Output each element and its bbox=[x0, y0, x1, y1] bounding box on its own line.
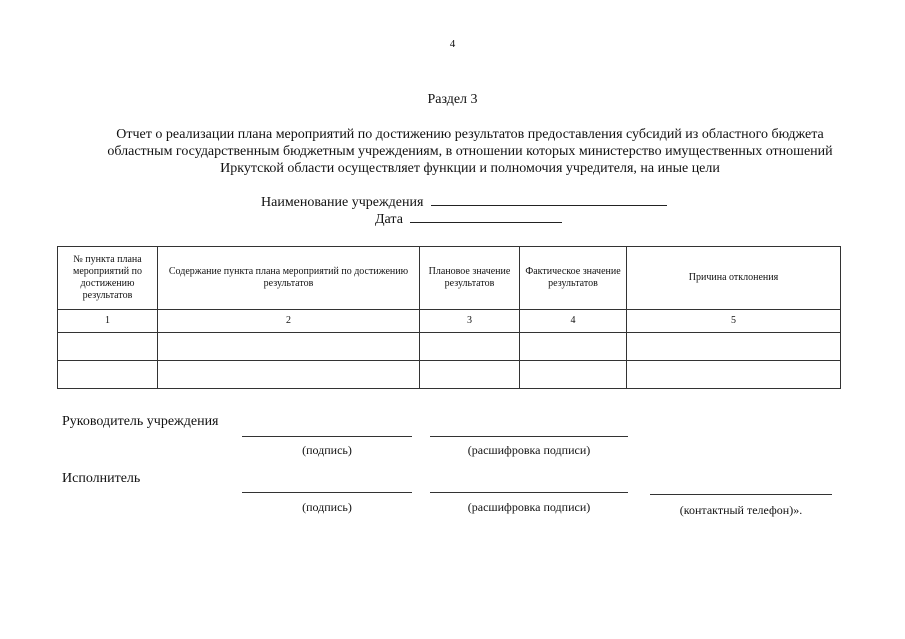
table-cell[interactable] bbox=[158, 361, 420, 389]
executor-phone-line[interactable] bbox=[650, 494, 832, 495]
column-number: 2 bbox=[158, 310, 420, 333]
head-decoding-line[interactable] bbox=[430, 436, 628, 437]
head-signature-line[interactable] bbox=[242, 436, 412, 437]
header-plan-item-number: № пункта плана мероприятий по достижению результатов bbox=[58, 247, 158, 310]
column-number: 1 bbox=[58, 310, 158, 333]
table-row bbox=[58, 333, 841, 361]
header-planned-value: Плановое значение результатов bbox=[420, 247, 520, 310]
institution-blank-line[interactable] bbox=[431, 204, 667, 206]
head-decoding-caption: (расшифровка подписи) bbox=[467, 443, 591, 457]
date-label: Дата bbox=[375, 212, 403, 227]
column-number: 3 bbox=[420, 310, 520, 333]
table-cell[interactable] bbox=[158, 333, 420, 361]
table-cell[interactable] bbox=[420, 361, 520, 389]
executor-label: Исполнитель bbox=[62, 471, 141, 486]
table-cell[interactable] bbox=[627, 333, 841, 361]
table-cell[interactable] bbox=[627, 361, 841, 389]
head-signature-caption: (подпись) bbox=[302, 443, 352, 457]
head-label: Руководитель учреждения bbox=[62, 414, 219, 429]
executor-decoding-caption: (расшифровка подписи) bbox=[467, 500, 591, 514]
executor-signature-line[interactable] bbox=[242, 492, 412, 493]
date-field bbox=[375, 212, 562, 228]
column-number: 4 bbox=[520, 310, 627, 333]
executor-decoding-line[interactable] bbox=[430, 492, 628, 493]
report-title-line-1: Отчет о реализации плана мероприятий по достижению результатов предоставления субсидий из областного бюджета bbox=[116, 127, 824, 142]
table-row bbox=[58, 361, 841, 389]
report-table bbox=[57, 246, 841, 389]
date-blank-line[interactable] bbox=[410, 221, 562, 223]
institution-label: Наименование учреждения bbox=[261, 195, 424, 210]
table-cell[interactable] bbox=[420, 333, 520, 361]
header-plan-item-content: Содержание пункта плана мероприятий по достижению результатов bbox=[158, 247, 420, 310]
column-number: 5 bbox=[627, 310, 841, 333]
table-header-row bbox=[58, 247, 841, 310]
table-cell[interactable] bbox=[520, 333, 627, 361]
header-deviation-reason: Причина отклонения bbox=[627, 247, 841, 310]
header-actual-value: Фактическое значение результатов bbox=[520, 247, 627, 310]
report-title bbox=[40, 126, 900, 177]
report-title-line-3: Иркутской области осуществляет функции и полномочия учредителя, на иные цели bbox=[220, 161, 720, 176]
section-title: Раздел 3 bbox=[427, 92, 478, 107]
table-cell[interactable] bbox=[58, 333, 158, 361]
executor-phone-caption: (контактный телефон)». bbox=[679, 503, 803, 517]
table-cell[interactable] bbox=[58, 361, 158, 389]
table-column-number-row bbox=[58, 310, 841, 333]
institution-field bbox=[261, 195, 667, 211]
page-number: 4 bbox=[449, 38, 456, 50]
executor-signature-caption: (подпись) bbox=[302, 500, 352, 514]
report-title-line-2: областным государственным бюджетным учреждениям, в отношении которых министерство имущественных отношений bbox=[107, 144, 833, 159]
table-cell[interactable] bbox=[520, 361, 627, 389]
